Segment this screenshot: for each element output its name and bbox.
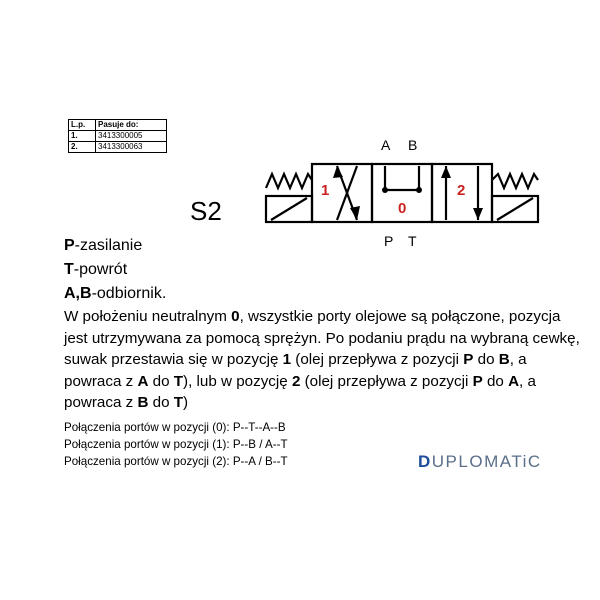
connection-line-0: Połączenia portów w pozycji (0): P--T--A--B bbox=[64, 421, 286, 434]
table-header-lp: L.p. bbox=[69, 120, 96, 131]
table-cell-lp: 2. bbox=[69, 142, 96, 153]
desc-text: do bbox=[482, 372, 509, 390]
junction-dot bbox=[382, 187, 388, 193]
desc-bold: 1 bbox=[282, 351, 292, 368]
port-label-p: P bbox=[384, 233, 394, 249]
desc-bold: A bbox=[137, 372, 149, 390]
legend-key-ab: A,B bbox=[64, 285, 92, 302]
desc-bold: T bbox=[173, 372, 184, 390]
desc-bold: T bbox=[173, 394, 184, 411]
right-spring bbox=[492, 174, 538, 188]
logo-rest: UPLOMATiC bbox=[431, 452, 542, 471]
desc-text: , a powraca z bbox=[64, 351, 527, 390]
legend-ab bbox=[64, 284, 166, 304]
position-number-2: 2 bbox=[457, 182, 466, 199]
desc-bold: 2 bbox=[291, 372, 301, 390]
duplomatic-logo bbox=[418, 452, 542, 472]
position-number-1: 1 bbox=[321, 182, 330, 199]
table-cell-lp: 1. bbox=[69, 131, 96, 142]
table-header-fits: Pasuje do: bbox=[96, 120, 167, 131]
legend-text-t: -powrót bbox=[73, 261, 128, 278]
position-number-0: 0 bbox=[398, 200, 407, 217]
junction-dot bbox=[416, 187, 422, 193]
desc-bold: 0 bbox=[231, 308, 240, 325]
port-label-t: T bbox=[408, 233, 417, 249]
desc-text: ) bbox=[183, 394, 189, 411]
desc-bold: B bbox=[498, 351, 510, 368]
desc-text: (olej przepływa z pozycji bbox=[291, 351, 464, 368]
legend-p bbox=[64, 236, 142, 256]
table-cell-code: 3413300063 bbox=[96, 142, 167, 153]
connection-line-2: Połączenia portów w pozycji (2): P--A / B--T bbox=[64, 455, 288, 468]
legend-t bbox=[64, 260, 127, 280]
desc-text: , a powraca z bbox=[64, 372, 536, 411]
legend-key-t: T bbox=[64, 261, 74, 278]
desc-text: do bbox=[148, 372, 174, 390]
legend-text-p: -zasilanie bbox=[74, 237, 143, 254]
desc-text: W położeniu neutralnym bbox=[64, 308, 232, 325]
table-cell-code: 3413300005 bbox=[96, 131, 167, 142]
desc-text: , wszystkie porty olejowe są połączone, pozycja jest utrzymywana za pomocą sprężyn. Po podaniu prądu na wybraną cewkę, suwak przestawia się w pozycję bbox=[64, 308, 580, 368]
desc-text: (olej przepływa z pozycji bbox=[300, 372, 473, 390]
desc-text: ), lub w pozycję bbox=[183, 372, 292, 390]
left-spring bbox=[266, 174, 312, 188]
desc-bold: P bbox=[463, 351, 474, 368]
legend-key-p: P bbox=[64, 237, 75, 254]
desc-bold: B bbox=[137, 394, 149, 411]
valve-code-label: S2 bbox=[190, 196, 222, 226]
desc-bold: A bbox=[508, 372, 520, 390]
connection-line-1: Połączenia portów w pozycji (1): P--B / A--T bbox=[64, 438, 288, 451]
legend-text-ab: -odbiornik. bbox=[91, 285, 167, 302]
port-label-a: A bbox=[381, 137, 391, 153]
logo-d: D bbox=[418, 452, 432, 471]
port-label-b: B bbox=[408, 137, 418, 153]
desc-text: do bbox=[148, 394, 174, 411]
description-paragraph bbox=[64, 306, 584, 414]
desc-text: do bbox=[473, 351, 499, 368]
desc-bold: P bbox=[472, 372, 483, 390]
